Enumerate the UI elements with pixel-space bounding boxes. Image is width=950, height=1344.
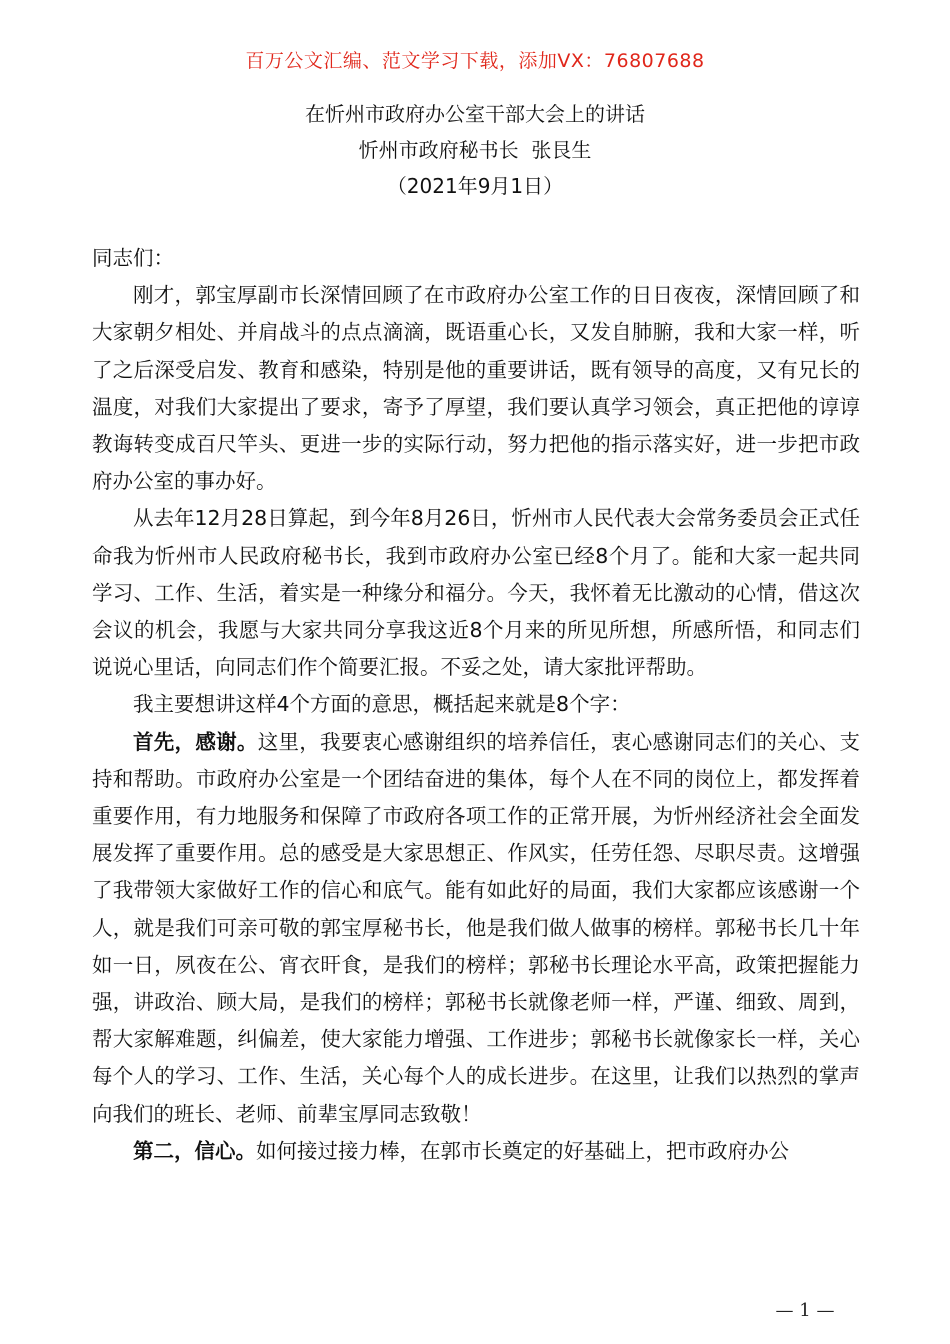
document-author: 忻州市政府秘书长 张艮生 [358,138,592,162]
paragraph: 我主要想讲这样4个方面的意思，概括起来就是8个字： [133,692,631,717]
section-2-paragraph [92,1133,860,1170]
paragraph: 从去年12月28日算起，到今年8月26日，忻州市人民代表大会常务委员会正式任命我为忻州市人民政府秘书长，我到市政府办公室已经8个月了。能和大家一起共同学习、工作、生活，着实是一种缘分和福分。今天，我怀着无比激动的心情，借这次会议的机会，我愿与大家共同分享我这近8个月来的所见所想，所感所悟，和同志们说说心里话，向同志们作个简要汇报。不妥之处，请大家批评帮助。 [92,506,860,680]
page-number: — 1 — [775,1300,835,1321]
section-1-heading: 首先，感谢。 [133,729,258,754]
watermark-banner: 百万公文汇编、范文学习下载，添加VX：76807688 [245,50,705,72]
section-1-paragraph [92,724,860,1133]
document-body [92,240,860,1170]
document-title: 在忻州市政府办公室干部大会上的讲话 [305,102,645,126]
paragraph: 刚才，郭宝厚副市长深情回顾了在市政府办公室工作的日日夜夜，深情回顾了和大家朝夕相处、并肩战斗的点点滴滴，既语重心长，又发自肺腑，我和大家一样，听了之后深受启发、教育和感染，特别是他的重要讲话，既有领导的高度，又有兄长的温度，对我们大家提出了要求，寄予了厚望，我们要认真学习领会，真正把他的谆谆教诲转变成百尺竿头、更进一步的实际行动，努力把他的指示落实好，进一步把市政府办公室的事办好。 [92,283,860,494]
section-2-text: 如何接过接力棒，在郭市长奠定的好基础上，把市政府办公 [256,1138,789,1163]
document-date: （2021年9月1日） [386,174,564,198]
section-1-text: 这里，我要衷心感谢组织的培养信任，衷心感谢同志们的关心、支持和帮助。市政府办公室是一个团结奋进的集体，每个人在不同的岗位上，都发挥着重要作用，有力地服务和保障了市政府各项工作的正常开展，为忻州经济社会全面发展发挥了重要作用。总的感受是大家思想正、作风实，任劳任怨、尽职尽责。这增强了我带领大家做好工作的信心和底气。能有如此好的局面，我们大家都应该感谢一个人，就是我们可亲可敬的郭宝厚秘书长，他是我们做人做事的榜样。郭秘书长几十年如一日，夙夜在公、宵衣旰食，是我们的榜样；郭秘书长理论水平高，政策把握能力强，讲政治、顾大局，是我们的榜样；郭秘书长就像老师一样，严谨、细致、周到，帮大家解难题，纠偏差，使大家能力增强、工作进步；郭秘书长就像家长一样，关心每个人的学习、工作、生活，关心每个人的成长进步。在这里，让我们以热烈的掌声向我们的班长、老师、前辈宝厚同志致敬！ [92,729,861,1126]
title-block [0,96,950,204]
section-2-heading: 第二，信心。 [133,1138,256,1163]
salutation: 同志们： [92,246,174,270]
